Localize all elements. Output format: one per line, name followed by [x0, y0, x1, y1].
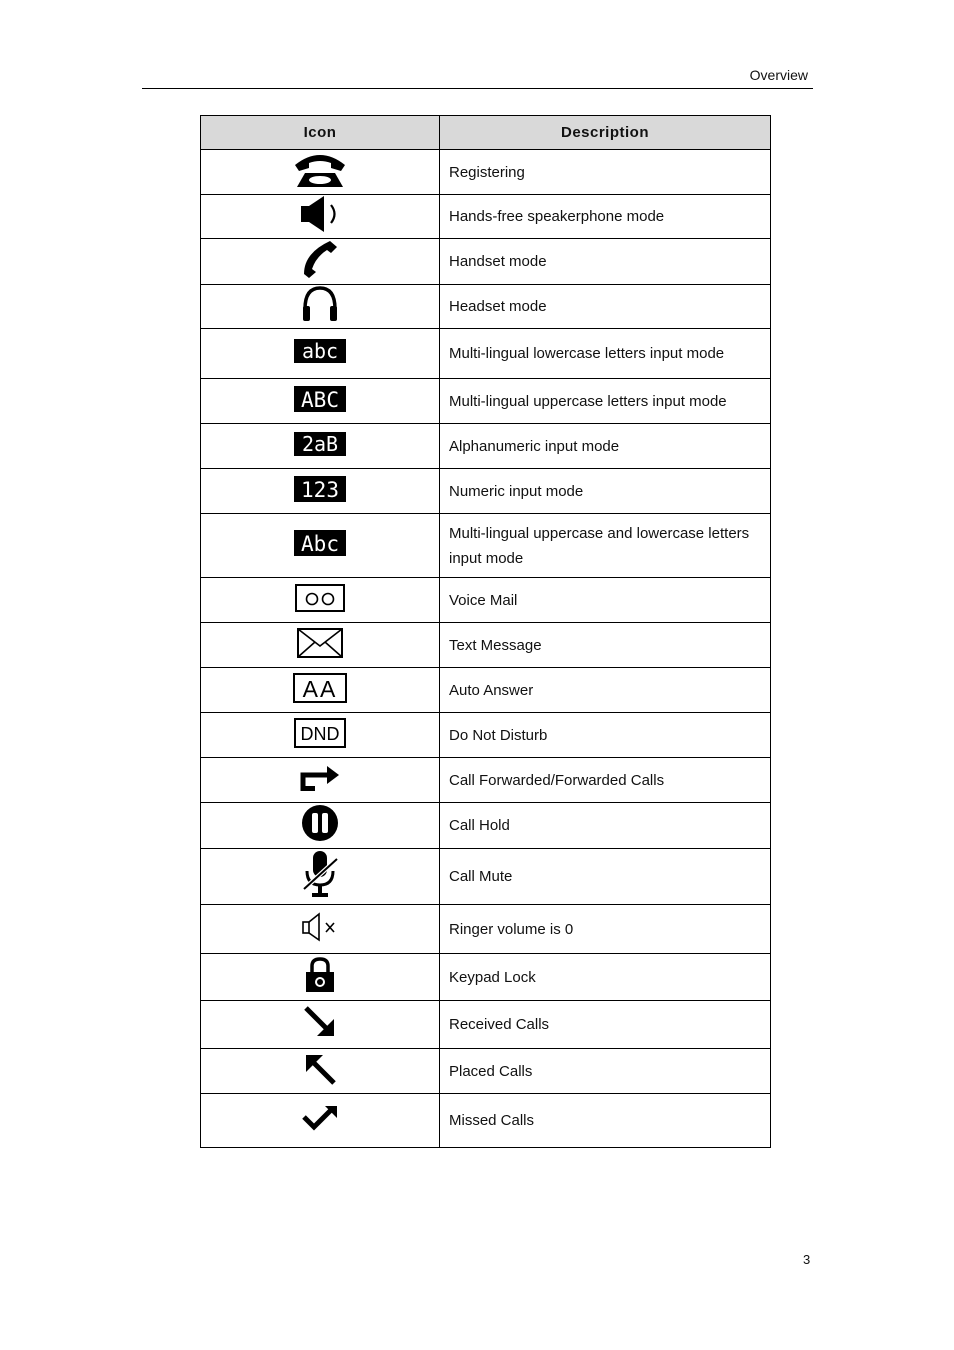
call-forward-icon: [299, 763, 341, 793]
row-description: Headset mode: [440, 285, 771, 329]
speaker-icon: [298, 195, 342, 233]
svg-text:123: 123: [301, 477, 339, 502]
page-number: 3: [803, 1252, 811, 1267]
muted-microphone-icon: [300, 849, 340, 899]
row-description: Registering: [440, 150, 771, 195]
table-row: [201, 668, 771, 713]
header-title: Overview: [749, 67, 808, 83]
table-row: [201, 803, 771, 849]
table-row: [201, 713, 771, 758]
envelope-icon: [297, 628, 343, 658]
row-description: Auto Answer: [440, 668, 771, 713]
row-description: Text Message: [440, 623, 771, 668]
abc-uppercase-input-icon: [294, 386, 346, 412]
table-row: [201, 195, 771, 239]
table-row: [201, 329, 771, 379]
table-row: [201, 379, 771, 424]
received-arrow-icon: [303, 1005, 337, 1039]
svg-text:abc: abc: [301, 339, 339, 363]
table-row: [201, 1094, 771, 1148]
table-row: [201, 239, 771, 285]
row-description: Numeric input mode: [440, 469, 771, 514]
svg-text:2aB: 2aB: [301, 431, 339, 456]
row-description: Placed Calls: [440, 1049, 771, 1094]
row-description: Missed Calls: [440, 1094, 771, 1148]
row-description: Hands-free speakerphone mode: [440, 195, 771, 239]
table-row: [201, 1049, 771, 1094]
row-description: Call Mute: [440, 849, 771, 905]
alphanumeric-input-icon: [294, 432, 346, 456]
svg-text:ABC: ABC: [301, 387, 339, 412]
mixed-case-input-icon: [294, 530, 346, 556]
svg-text:Abc: Abc: [301, 532, 339, 556]
row-description: Keypad Lock: [440, 954, 771, 1001]
missed-check-icon: [301, 1104, 339, 1132]
svg-text:AA: AA: [302, 675, 338, 702]
abc-lowercase-input-icon: [294, 339, 346, 363]
table-row: [201, 424, 771, 469]
column-header-icon: Icon: [201, 116, 440, 150]
column-header-description: Description: [440, 116, 771, 150]
row-description: Call Forwarded/Forwarded Calls: [440, 758, 771, 803]
row-description: Voice Mail: [440, 578, 771, 623]
header-divider: [142, 88, 813, 89]
ringer-off-icon: [301, 912, 339, 942]
table-row: [201, 758, 771, 803]
table-row: [201, 150, 771, 195]
row-description: Ringer volume is 0: [440, 905, 771, 954]
pause-icon: [301, 804, 339, 842]
handset-icon: [300, 239, 340, 279]
lock-icon: [304, 957, 336, 993]
table-row: [201, 623, 771, 668]
row-description: Alphanumeric input mode: [440, 424, 771, 469]
row-description: Do Not Disturb: [440, 713, 771, 758]
registering-phone-icon: [293, 151, 347, 189]
table-row: [201, 469, 771, 514]
table-row: [201, 849, 771, 905]
placed-arrow-icon: [303, 1052, 337, 1086]
dnd-icon: [294, 718, 346, 748]
row-description: Handset mode: [440, 239, 771, 285]
table-header-row: [201, 116, 771, 150]
table-row: [201, 905, 771, 954]
icon-table: [200, 115, 771, 1148]
svg-text:DND: DND: [300, 723, 340, 744]
numeric-input-icon: [294, 476, 346, 502]
row-description: Multi-lingual uppercase and lowercase letters input mode: [440, 514, 771, 578]
row-description: Multi-lingual uppercase letters input mode: [440, 379, 771, 424]
table-row: [201, 1001, 771, 1049]
row-description: Multi-lingual lowercase letters input mode: [440, 329, 771, 379]
row-description: Call Hold: [440, 803, 771, 849]
headset-icon: [300, 285, 340, 323]
auto-answer-icon: [293, 673, 347, 703]
row-description: Received Calls: [440, 1001, 771, 1049]
table-row: [201, 954, 771, 1001]
voice-mail-icon: [295, 584, 345, 612]
table-row: [201, 285, 771, 329]
table-row: [201, 514, 771, 578]
table-row: [201, 578, 771, 623]
